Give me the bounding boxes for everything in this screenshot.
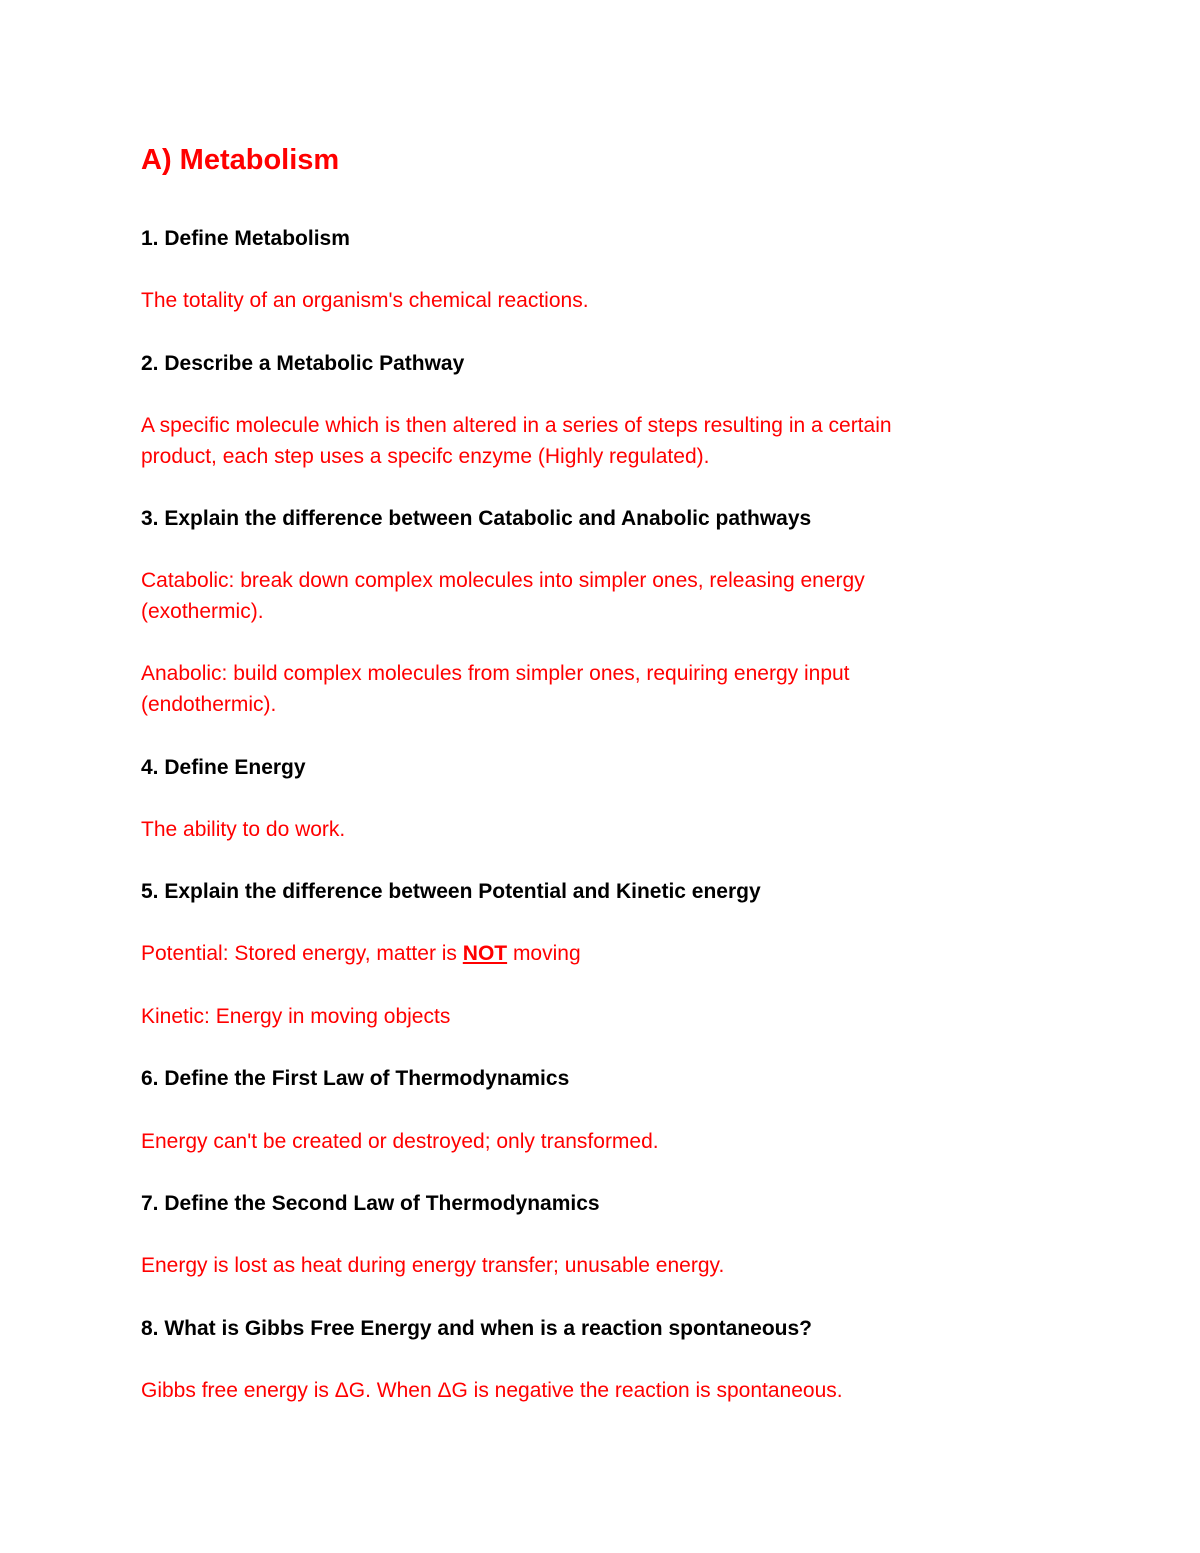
answer-3-anabolic-line-2: (endothermic).: [141, 693, 277, 716]
answer-3-catabolic-line-1: Catabolic: break down complex molecules into simpler ones, releasing energy: [141, 569, 865, 592]
question-1: 1. Define Metabolism: [141, 227, 350, 250]
answer-7: Energy is lost as heat during energy transfer; unusable energy.: [141, 1254, 725, 1277]
question-5: 5. Explain the difference between Potential and Kinetic energy: [141, 880, 761, 903]
answer-5-not-emphasis: NOT: [462, 942, 508, 965]
question-7: 7. Define the Second Law of Thermodynamics: [141, 1192, 600, 1215]
answer-8: Gibbs free energy is ΔG. When ΔG is negative the reaction is spontaneous.: [141, 1379, 843, 1402]
question-3: 3. Explain the difference between Catabolic and Anabolic pathways: [141, 507, 812, 530]
section-title: A) Metabolism: [141, 144, 340, 176]
answer-1: The totality of an organism's chemical reactions.: [141, 289, 589, 312]
question-8: 8. What is Gibbs Free Energy and when is a reaction spontaneous?: [141, 1317, 812, 1340]
answer-6: Energy can't be created or destroyed; only transformed.: [141, 1130, 659, 1153]
question-2: 2. Describe a Metabolic Pathway: [141, 352, 465, 375]
question-4: 4. Define Energy: [141, 756, 306, 779]
answer-2-line-2: product, each step uses a specifc enzyme (Highly regulated).: [141, 445, 710, 468]
answer-5-potential-prefix: Potential: Stored energy, matter is: [141, 942, 463, 965]
answer-4: The ability to do work.: [141, 818, 346, 841]
answer-3-catabolic-line-2: (exothermic).: [141, 600, 264, 623]
question-6: 6. Define the First Law of Thermodynamics: [141, 1067, 570, 1090]
answer-5-kinetic: Kinetic: Energy in moving objects: [141, 1005, 451, 1028]
answer-5-potential: [141, 938, 581, 969]
answer-2-line-1: A specific molecule which is then altered in a series of steps resulting in a certain: [141, 414, 892, 437]
answer-3-anabolic-line-1: Anabolic: build complex molecules from simpler ones, requiring energy input: [141, 662, 850, 685]
answer-5-potential-suffix: moving: [507, 942, 581, 965]
